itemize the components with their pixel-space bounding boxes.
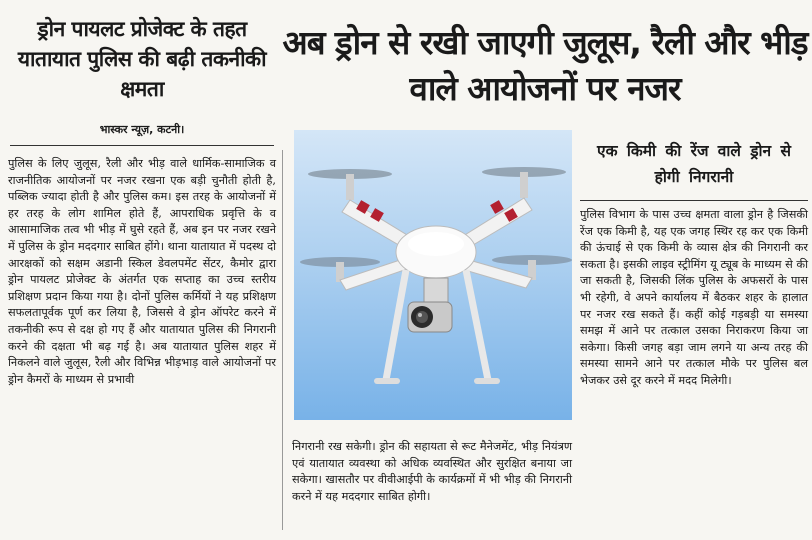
- drone-illustration: [294, 130, 572, 420]
- drone-photo: [294, 130, 572, 420]
- center-body-text: निगरानी रख सकेगी। ड्रोन की सहायता से रूट मैनेजमेंट, भीड़ नियंत्रण एवं यातायात व्यवस्था को अधिक व्यवस्थित और सुरक्षित बनाया जा सकेगा। खासतौर पर वीवीआईपी के कार्यक्रमों में भी भीड़ की निगरानी करने में यह मददगार साबित होगी।: [292, 440, 572, 504]
- column-divider: [282, 150, 283, 530]
- divider: [10, 145, 274, 146]
- divider: [580, 200, 808, 201]
- left-body-text: पुलिस के लिए जुलूस, रैली और भीड़ वाले धार्मिक-सामाजिक व राजनीतिक आयोजनों पर नजर रखना एक बड़ी चुनौती होती है, पब्लिक ज्यादा होती है और पुलिस कम। इस तरह के आयोजनों में हर तरह के लोग शामिल होते हैं, आपराधिक प्रवृत्ति के व आसामाजिक तत्व भी भीड़ में घुसे रहते हैं, अब इन पर नजर रखने में पुलिस के ड्रोन मददगार साबित होंगे। थाना यातायात में पदस्थ दो आरक्षकों को सक्षम अडानी स्किल डेवलपमेंट सेंटर, कैमोर द्वारा ड्रोन पायलट प्रोजेक्ट के अंतर्गत एक सप्ताह का उच्च स्तरीय प्रशिक्षण प्रदान किया गया है। दोनों पुलिस कर्मियों ने यह प्रशिक्षण सफलतापूर्वक पूर्ण कर लिया है, जिससे वे ड्रोन ऑपरेट करने में तकनीकी रूप से दक्ष हो गए हैं और यातायात पुलिस की निगरानी करने की दक्षता भी बढ़ गई है। अब यातायात पुलिस शहर में निकलने वाले जुलूस, रैली और विभिन्न भीड़भाड़ वाले आयोजनों पर ड्रोन कैमरों के माध्यम से प्रभावी: [8, 157, 276, 386]
- byline: भास्कर न्यूज़, कटनी।: [99, 123, 185, 136]
- left-column: [6, 4, 278, 536]
- right-body-text: पुलिस विभाग के पास उच्च क्षमता वाला ड्रोन है जिसकी रेंज एक किमी है, यह एक जगह स्थिर रह कर एक किमी की ऊंचाई से एक किमी के व्यास क्षेत्र की निगरानी कर सकता है। इसकी लाइव स्ट्रीमिंग यू ट्यूब के माध्यम से की जा सकती है, जिसकी लिंक पुलिस के अफसरों के पास भी रहेगी, वे अपने कार्यालय में बैठकर शहर के हालात पर नजर रख सकते हैं। कहीं कोई गड़बड़ी या समस्या समझ में आने पर तत्काल उसका निराकरण किया जा सकेगा। किसी जगह बड़ा जाम लगने या अन्य तरह की समस्या सामने आने पर तत्काल मौके पर पुलिस बल भेजकर उसे दूर करने में मदद मिलेगी।: [580, 208, 808, 387]
- headline-area: [282, 6, 808, 124]
- main-headline: अब ड्रोन से रखी जाएगी जुलूस, रैली और भीड़ वाले आयोजनों पर नजर: [282, 23, 808, 108]
- kicker-headline: ड्रोन पायलट प्रोजेक्ट के तहत यातायात पुलिस की बढ़ी तकनीकी क्षमता: [17, 17, 267, 101]
- right-column: [580, 128, 808, 401]
- subheadline: एक किमी की रेंज वाले ड्रोन से होगी निगरानी: [597, 142, 791, 186]
